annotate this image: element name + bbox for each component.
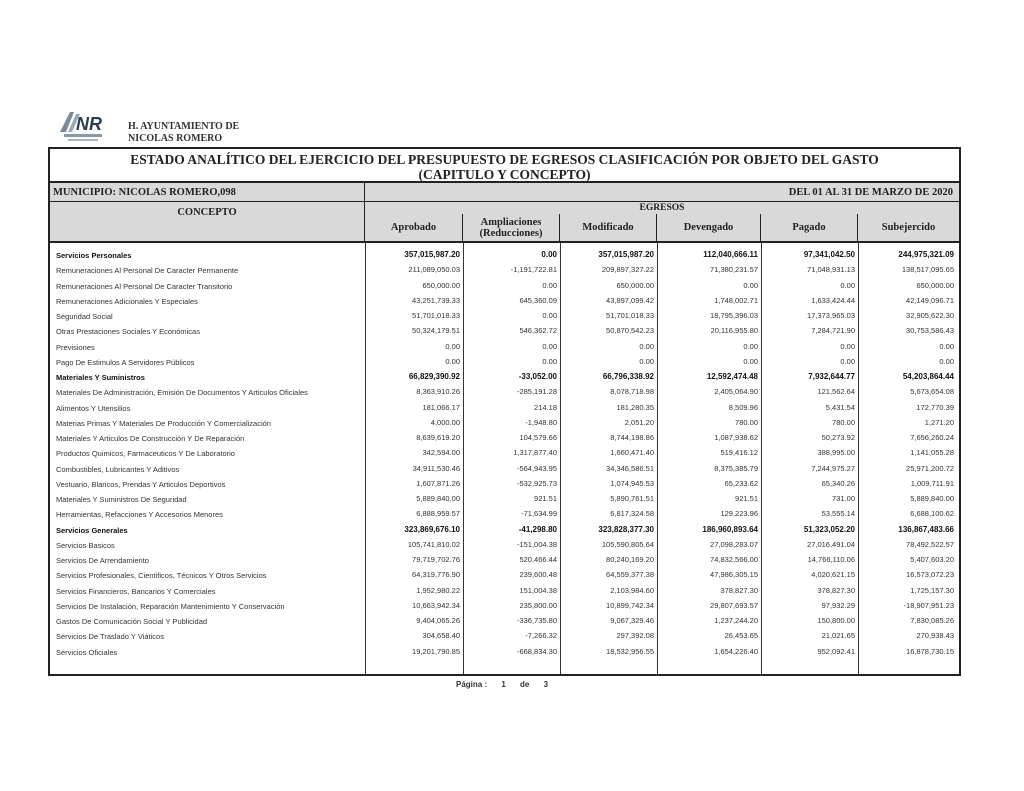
concepto-cell: Servicios Personales bbox=[56, 251, 132, 260]
devengado-cell: 1,654,226.40 bbox=[714, 646, 758, 656]
ampliaciones-cell: -33,052.00 bbox=[518, 372, 557, 381]
subejercido-cell: 1,725,157.30 bbox=[910, 585, 954, 595]
report-title bbox=[50, 149, 959, 183]
aprobado-cell: 64,319,776.90 bbox=[412, 570, 460, 580]
devengado-cell: 71,380,231.57 bbox=[710, 265, 758, 275]
modificado-cell: 209,897,327.22 bbox=[601, 265, 654, 275]
devengado-cell: 112,040,666.11 bbox=[703, 250, 758, 259]
pagado-cell: 0.00 bbox=[840, 356, 855, 366]
aprobado-cell: 650,000.00 bbox=[422, 280, 460, 290]
concepto-cell: Remuneraciones Al Personal De Caracter Transitorio bbox=[56, 281, 233, 291]
table-row bbox=[50, 583, 959, 598]
concepto-cell: Servicios Profesionales, Cientificos, Técnicos Y Otros Servicios bbox=[56, 571, 267, 581]
ampliaciones-cell: -41,298.80 bbox=[518, 524, 557, 534]
subejercido-cell: 136,867,483.66 bbox=[898, 524, 954, 534]
modificado-cell: 105,590,805.64 bbox=[601, 539, 654, 549]
modificado-cell: 18,532,956.55 bbox=[606, 646, 654, 656]
concepto-cell: Gastos De Comunicación Social Y Publicidad bbox=[56, 617, 208, 626]
subejercido-cell: 0.00 bbox=[939, 356, 954, 366]
subejercido-cell: 5,407,603.20 bbox=[910, 555, 954, 564]
devengado-cell: 20,116,955.80 bbox=[710, 326, 758, 336]
pagado-cell: 53,555.14 bbox=[821, 509, 855, 519]
concepto-cell: Materiales Y Articulos De Construcción Y De Reparación bbox=[56, 434, 245, 443]
devengado-cell: 74,832,566.00 bbox=[710, 555, 758, 564]
devengado-cell: 1,237,244.20 bbox=[714, 616, 758, 625]
table-row bbox=[50, 293, 959, 308]
subejercido-cell: 0.00 bbox=[939, 341, 954, 351]
modificado-cell: 66,796,338.92 bbox=[602, 372, 654, 381]
modificado-cell: 6,817,324.58 bbox=[610, 509, 654, 519]
pagado-cell: 952,092.41 bbox=[817, 646, 855, 656]
pagado-cell: 0.00 bbox=[840, 280, 855, 290]
devengado-cell: 65,233.62 bbox=[724, 478, 758, 488]
concepto-cell: Materiales Y Suministros De Seguridad bbox=[56, 495, 187, 504]
table-row bbox=[50, 278, 959, 293]
ampliaciones-cell: 239,600.48 bbox=[519, 570, 557, 580]
aprobado-cell: 6,888,959.57 bbox=[416, 509, 460, 519]
subejercido-cell: -18,907,951.23 bbox=[903, 600, 954, 610]
ampliaciones-cell: 645,360.09 bbox=[519, 295, 557, 305]
subejercido-cell: 5,673,654.08 bbox=[910, 387, 954, 397]
table-row bbox=[50, 598, 959, 613]
concepto-cell: Alimentos Y Utensilios bbox=[56, 403, 131, 413]
pagado-cell: 121,562.64 bbox=[817, 387, 855, 397]
table-row bbox=[50, 537, 959, 552]
aprobado-cell: 34,911,530.46 bbox=[412, 463, 460, 473]
page-footer bbox=[456, 680, 560, 689]
subejercido-cell: 16,573,072.23 bbox=[906, 570, 954, 580]
pagado-header-label: Pagado bbox=[792, 222, 826, 233]
subejercido-cell: 6,688,100.62 bbox=[910, 509, 954, 519]
modificado-cell: 34,346,586.51 bbox=[606, 463, 654, 473]
devengado-cell: 780.00 bbox=[735, 417, 758, 427]
organization-name bbox=[128, 121, 239, 145]
page-label: Página : bbox=[456, 680, 488, 689]
subejercido-cell: 172,770.39 bbox=[916, 402, 954, 412]
devengado-cell: 0.00 bbox=[743, 280, 758, 290]
concepto-cell: Combustibles, Lubricantes Y Aditivos bbox=[56, 464, 180, 474]
table-row bbox=[50, 552, 959, 567]
concepto-cell: Herramientas, Refacciones Y Accesorios Menores bbox=[56, 510, 223, 520]
concepto-cell: Otras Prestaciones Sociales Y Económicas bbox=[56, 327, 200, 337]
subejercido-header-label: Subejercido bbox=[881, 222, 936, 233]
subejercido-cell: 1,141,055.28 bbox=[910, 448, 954, 458]
aprobado-cell: 8,363,910.26 bbox=[416, 387, 460, 397]
pagado-cell: 0.00 bbox=[840, 341, 855, 351]
table-row bbox=[50, 445, 959, 460]
report-table bbox=[48, 147, 961, 676]
concepto-cell: Servicios Generales bbox=[56, 525, 128, 535]
ampliaciones-cell: 104,579.66 bbox=[519, 433, 557, 442]
pagado-cell: 780.00 bbox=[832, 417, 855, 427]
org-line-2: NICOLAS ROMERO bbox=[128, 133, 223, 144]
devengado-cell: 921.51 bbox=[735, 494, 758, 503]
aprobado-cell: 43,251,739.33 bbox=[412, 295, 460, 305]
pagado-cell: 5,431.54 bbox=[825, 402, 855, 412]
chapter-row bbox=[50, 247, 959, 262]
pagado-cell: 7,244,975.27 bbox=[811, 463, 855, 473]
ampliaciones-cell: 921.51 bbox=[534, 494, 557, 503]
pagado-cell: 7,284,721.90 bbox=[811, 326, 855, 336]
ampliaciones-cell: 0.00 bbox=[542, 280, 557, 290]
subejercido-cell: 30,753,586.43 bbox=[906, 326, 954, 336]
concepto-cell: Materiales De Administración, Emisión De Documentos Y Articulos Oficiales bbox=[56, 388, 308, 398]
modificado-cell: 9,067,329.46 bbox=[610, 616, 654, 625]
devengado-header bbox=[657, 214, 761, 243]
devengado-cell: 378,827.30 bbox=[720, 585, 758, 595]
table-row bbox=[50, 644, 959, 659]
page-of: de bbox=[520, 680, 530, 689]
modificado-cell: 64,559,377.38 bbox=[606, 570, 654, 580]
modificado-cell: 2,103,984.60 bbox=[610, 585, 654, 595]
concepto-cell: Pago De Estimulos A Servidores Públicos bbox=[56, 357, 195, 367]
ampliaciones-cell: -1,191,722.81 bbox=[510, 265, 557, 275]
pagado-cell: 7,932,644.77 bbox=[808, 372, 855, 381]
devengado-cell: 186,960,893.64 bbox=[702, 524, 758, 534]
report-title-line-1: ESTADO ANALÍTICO DEL EJERCICIO DEL PRESUPUESTO DE EGRESOS CLASIFICACIÓN POR OBJETO DEL GASTO bbox=[130, 152, 879, 167]
subejercido-cell: 7,656,260.24 bbox=[910, 433, 954, 442]
pagado-cell: 50,273.92 bbox=[821, 433, 855, 442]
ampliaciones-cell: 0.00 bbox=[542, 341, 557, 351]
ampliaciones-cell: -285,191.28 bbox=[516, 387, 557, 397]
modificado-cell: 8,744,198.86 bbox=[610, 433, 654, 442]
table-row bbox=[50, 354, 959, 369]
ampliaciones-cell: -668,834.30 bbox=[516, 646, 557, 656]
municipio-label: MUNICIPIO: NICOLAS ROMERO,098 bbox=[50, 183, 365, 202]
egresos-header: EGRESOS bbox=[365, 202, 959, 215]
aprobado-cell: 5,889,840.00 bbox=[416, 494, 460, 503]
table-row bbox=[50, 308, 959, 323]
aprobado-cell: 8,639,619.20 bbox=[416, 433, 460, 442]
aprobado-cell: 1,607,871.26 bbox=[416, 478, 460, 488]
aprobado-cell: 9,404,065.26 bbox=[416, 616, 460, 625]
ampliaciones-cell: -532,925.73 bbox=[516, 478, 557, 488]
devengado-cell: 29,807,693.57 bbox=[710, 600, 758, 610]
modificado-cell: 51,701,018.33 bbox=[606, 311, 654, 320]
modificado-cell: 357,015,987.20 bbox=[598, 250, 654, 259]
ampliaciones-cell: 214.18 bbox=[534, 402, 557, 412]
pagado-cell: 65,340.26 bbox=[821, 478, 855, 488]
aprobado-cell: 66,829,390.92 bbox=[408, 372, 460, 381]
table-row bbox=[50, 323, 959, 338]
ampliaciones-cell: 520,466.44 bbox=[519, 555, 557, 564]
aprobado-cell: 10,663,942.34 bbox=[412, 600, 460, 610]
table-row bbox=[50, 491, 959, 506]
concepto-cell: Remuneraciones Al Personal De Caracter Permanente bbox=[56, 266, 239, 276]
table-row bbox=[50, 461, 959, 476]
concepto-cell: Servicios Basicos bbox=[56, 540, 115, 550]
table-body bbox=[50, 243, 959, 674]
devengado-cell: 26,453.65 bbox=[724, 631, 758, 641]
aprobado-cell: 304,658.40 bbox=[422, 631, 460, 641]
ampliaciones-cell: 235,800.00 bbox=[519, 600, 557, 610]
aprobado-cell: 357,015,987.20 bbox=[404, 250, 460, 259]
aprobado-header bbox=[365, 214, 463, 243]
modificado-cell: 323,828,377.30 bbox=[598, 524, 654, 534]
modificado-header-label: Modificado bbox=[582, 222, 634, 233]
ampliaciones-cell: 0.00 bbox=[542, 311, 557, 320]
modificado-cell: 0.00 bbox=[639, 356, 654, 366]
subejercido-cell: 78,492,522.57 bbox=[906, 539, 954, 549]
concepto-cell: Servicios Financieros, Bancarios Y Comerciales bbox=[56, 586, 216, 596]
aprobado-cell: 342,594.00 bbox=[422, 448, 460, 458]
subejercido-cell: 42,149,096.71 bbox=[906, 295, 954, 305]
aprobado-cell: 0.00 bbox=[445, 341, 460, 351]
devengado-cell: 0.00 bbox=[743, 356, 758, 366]
report-title-line-2: (CAPITULO Y CONCEPTO) bbox=[418, 167, 591, 182]
concepto-cell: Seguridad Social bbox=[56, 312, 113, 321]
aprobado-cell: 1,952,980.22 bbox=[416, 585, 460, 595]
aprobado-cell: 211,089,050.03 bbox=[408, 265, 460, 275]
pagado-cell: 71,048,931.13 bbox=[807, 265, 855, 275]
table-row bbox=[50, 339, 959, 354]
table-row bbox=[50, 415, 959, 430]
ampliaciones-cell: -564,943.95 bbox=[516, 463, 557, 473]
svg-text:NR: NR bbox=[76, 114, 102, 134]
aprobado-cell: 0.00 bbox=[445, 356, 460, 366]
aprobado-cell: 19,201,790.85 bbox=[412, 646, 460, 656]
devengado-cell: 12,592,474.48 bbox=[706, 372, 758, 381]
pagado-cell: 97,932.29 bbox=[821, 600, 855, 610]
subejercido-cell: 138,517,095.65 bbox=[901, 265, 954, 275]
devengado-cell: 519,416.12 bbox=[720, 448, 758, 458]
modificado-cell: 0.00 bbox=[639, 341, 654, 351]
ampliaciones-cell: -151,004.38 bbox=[516, 539, 557, 549]
concepto-cell: Servicios De Instalación, Reparación Mantenimiento Y Conservación bbox=[56, 601, 285, 611]
devengado-cell: 0.00 bbox=[743, 341, 758, 351]
ampliaciones-cell: 546,362.72 bbox=[519, 326, 557, 336]
pagado-cell: 51,323,052.20 bbox=[803, 524, 855, 534]
ampliaciones-cell: -7,266.32 bbox=[525, 631, 557, 641]
pagado-cell: 1,633,424.44 bbox=[811, 295, 855, 305]
aprobado-cell: 50,324,179.51 bbox=[412, 326, 460, 336]
table-row bbox=[50, 567, 959, 582]
ampliaciones-header-line-1: Ampliaciones bbox=[480, 216, 542, 228]
modificado-cell: 50,870,542.23 bbox=[606, 326, 654, 336]
modificado-cell: 10,899,742.34 bbox=[606, 600, 654, 610]
devengado-cell: 18,795,396.03 bbox=[710, 311, 758, 320]
devengado-cell: 1,748,002.71 bbox=[714, 295, 758, 305]
concepto-cell: Servicios Oficiales bbox=[56, 647, 118, 657]
ampliaciones-cell: 0.00 bbox=[541, 250, 557, 259]
pagado-cell: 17,373,965.03 bbox=[807, 311, 855, 320]
aprobado-cell: 181,066.17 bbox=[422, 402, 460, 412]
modificado-cell: 297,392.08 bbox=[616, 631, 654, 641]
subejercido-cell: 16,878,730.15 bbox=[906, 646, 954, 656]
chapter-row bbox=[50, 522, 959, 537]
modificado-header bbox=[560, 214, 657, 243]
devengado-cell: 8,375,385.79 bbox=[714, 463, 758, 473]
concepto-cell: Vestuario, Blancos, Prendas Y Articulos Deportivos bbox=[56, 479, 226, 489]
page-total: 3 bbox=[543, 680, 549, 689]
concepto-cell: Remuneraciones Adicionales Y Especiales bbox=[56, 296, 198, 306]
devengado-cell: 129,223.96 bbox=[720, 509, 758, 519]
subejercido-header bbox=[858, 214, 959, 243]
pagado-cell: 27,016,491.04 bbox=[807, 539, 855, 549]
pagado-cell: 97,341,042.50 bbox=[803, 250, 855, 259]
ampliaciones-cell: -1,948.80 bbox=[525, 417, 557, 427]
subejercido-cell: 7,830,085.26 bbox=[910, 616, 954, 625]
pagado-cell: 731.00 bbox=[832, 494, 855, 503]
modificado-cell: 80,240,169.20 bbox=[606, 555, 654, 564]
pagado-cell: 388,995.00 bbox=[817, 448, 855, 458]
pagado-cell: 378,827.30 bbox=[817, 585, 855, 595]
subejercido-cell: 270,938.43 bbox=[916, 631, 954, 641]
concepto-cell: Servicios De Traslado Y Viáticos bbox=[56, 632, 164, 642]
pagado-cell: 4,020,621.15 bbox=[811, 570, 855, 580]
devengado-cell: 1,087,938.62 bbox=[714, 433, 758, 442]
modificado-cell: 1,074,945.53 bbox=[610, 478, 654, 488]
chapter-row bbox=[50, 369, 959, 384]
pagado-cell: 14,766,110.06 bbox=[807, 555, 855, 564]
subejercido-cell: 5,889,840.00 bbox=[910, 494, 954, 503]
modificado-cell: 43,897,099.42 bbox=[606, 295, 654, 305]
modificado-cell: 5,890,761.51 bbox=[610, 494, 654, 503]
table-row bbox=[50, 628, 959, 643]
ampliaciones-cell: -71,634.99 bbox=[521, 509, 557, 519]
modificado-cell: 8,078,718.98 bbox=[610, 387, 654, 397]
aprobado-cell: 4,000.00 bbox=[430, 417, 460, 427]
subejercido-cell: 1,271.20 bbox=[924, 417, 954, 427]
concepto-cell: Previsiones bbox=[56, 342, 95, 352]
concepto-cell: Servicios De Arrendamiento bbox=[56, 556, 149, 565]
ampliaciones-cell: 151,004.38 bbox=[519, 585, 557, 595]
period-label: DEL 01 AL 31 DE MARZO DE 2020 bbox=[365, 183, 959, 202]
org-line-1: H. AYUNTAMIENTO DE bbox=[128, 121, 240, 132]
devengado-cell: 27,098,283.07 bbox=[710, 539, 758, 549]
table-row bbox=[50, 384, 959, 399]
aprobado-cell: 51,701,018.33 bbox=[412, 311, 460, 320]
devengado-header-label: Devengado bbox=[683, 222, 734, 233]
table-row bbox=[50, 476, 959, 491]
pagado-cell: 21,021.65 bbox=[821, 631, 855, 641]
ampliaciones-cell: -336,735.80 bbox=[516, 616, 557, 625]
aprobado-header-label: Aprobado bbox=[390, 222, 437, 233]
devengado-cell: 47,986,305.15 bbox=[710, 570, 758, 580]
table-row bbox=[50, 613, 959, 628]
subejercido-cell: 650,000.00 bbox=[916, 280, 954, 290]
devengado-cell: 8,509.96 bbox=[728, 402, 758, 412]
table-row bbox=[50, 430, 959, 445]
pagado-cell: 150,800.00 bbox=[817, 616, 855, 625]
aprobado-cell: 105,741,810.02 bbox=[407, 539, 460, 549]
table-row bbox=[50, 400, 959, 415]
subejercido-cell: 54,203,864.44 bbox=[902, 372, 954, 381]
concepto-cell: Materiales Y Suministros bbox=[56, 373, 145, 382]
modificado-cell: 181,280.35 bbox=[616, 402, 654, 412]
subejercido-cell: 244,975,321.09 bbox=[898, 250, 954, 259]
devengado-cell: 2,405,064.90 bbox=[714, 387, 758, 397]
ampliaciones-cell: 0.00 bbox=[542, 356, 557, 366]
table-row bbox=[50, 262, 959, 277]
page-number: 1 bbox=[501, 680, 506, 689]
ayuntamiento-logo bbox=[58, 106, 108, 148]
ampliaciones-header-line-2: (Reducciones) bbox=[479, 227, 543, 239]
pagado-header bbox=[761, 214, 858, 243]
concepto-cell: Materias Primas Y Materiales De Producción Y Comercialización bbox=[56, 418, 271, 428]
ampliaciones-cell: 1,317,877.40 bbox=[513, 448, 557, 458]
table-row bbox=[50, 506, 959, 521]
modificado-cell: 2,051.20 bbox=[624, 417, 654, 427]
ampliaciones-header bbox=[463, 214, 560, 243]
concepto-header: CONCEPTO bbox=[50, 202, 365, 243]
subejercido-cell: 32,905,622.30 bbox=[906, 311, 954, 320]
modificado-cell: 1,660,471.40 bbox=[610, 448, 654, 458]
subejercido-cell: 25,971,200.72 bbox=[906, 463, 954, 473]
modificado-cell: 650,000.00 bbox=[616, 280, 654, 290]
aprobado-cell: 79,719,702.76 bbox=[412, 555, 460, 564]
subejercido-cell: 1,009,711.91 bbox=[910, 478, 954, 488]
concepto-cell: Productos Quimicos, Farmaceuticos Y De Laboratorio bbox=[56, 449, 235, 459]
aprobado-cell: 323,869,676.10 bbox=[404, 524, 460, 534]
